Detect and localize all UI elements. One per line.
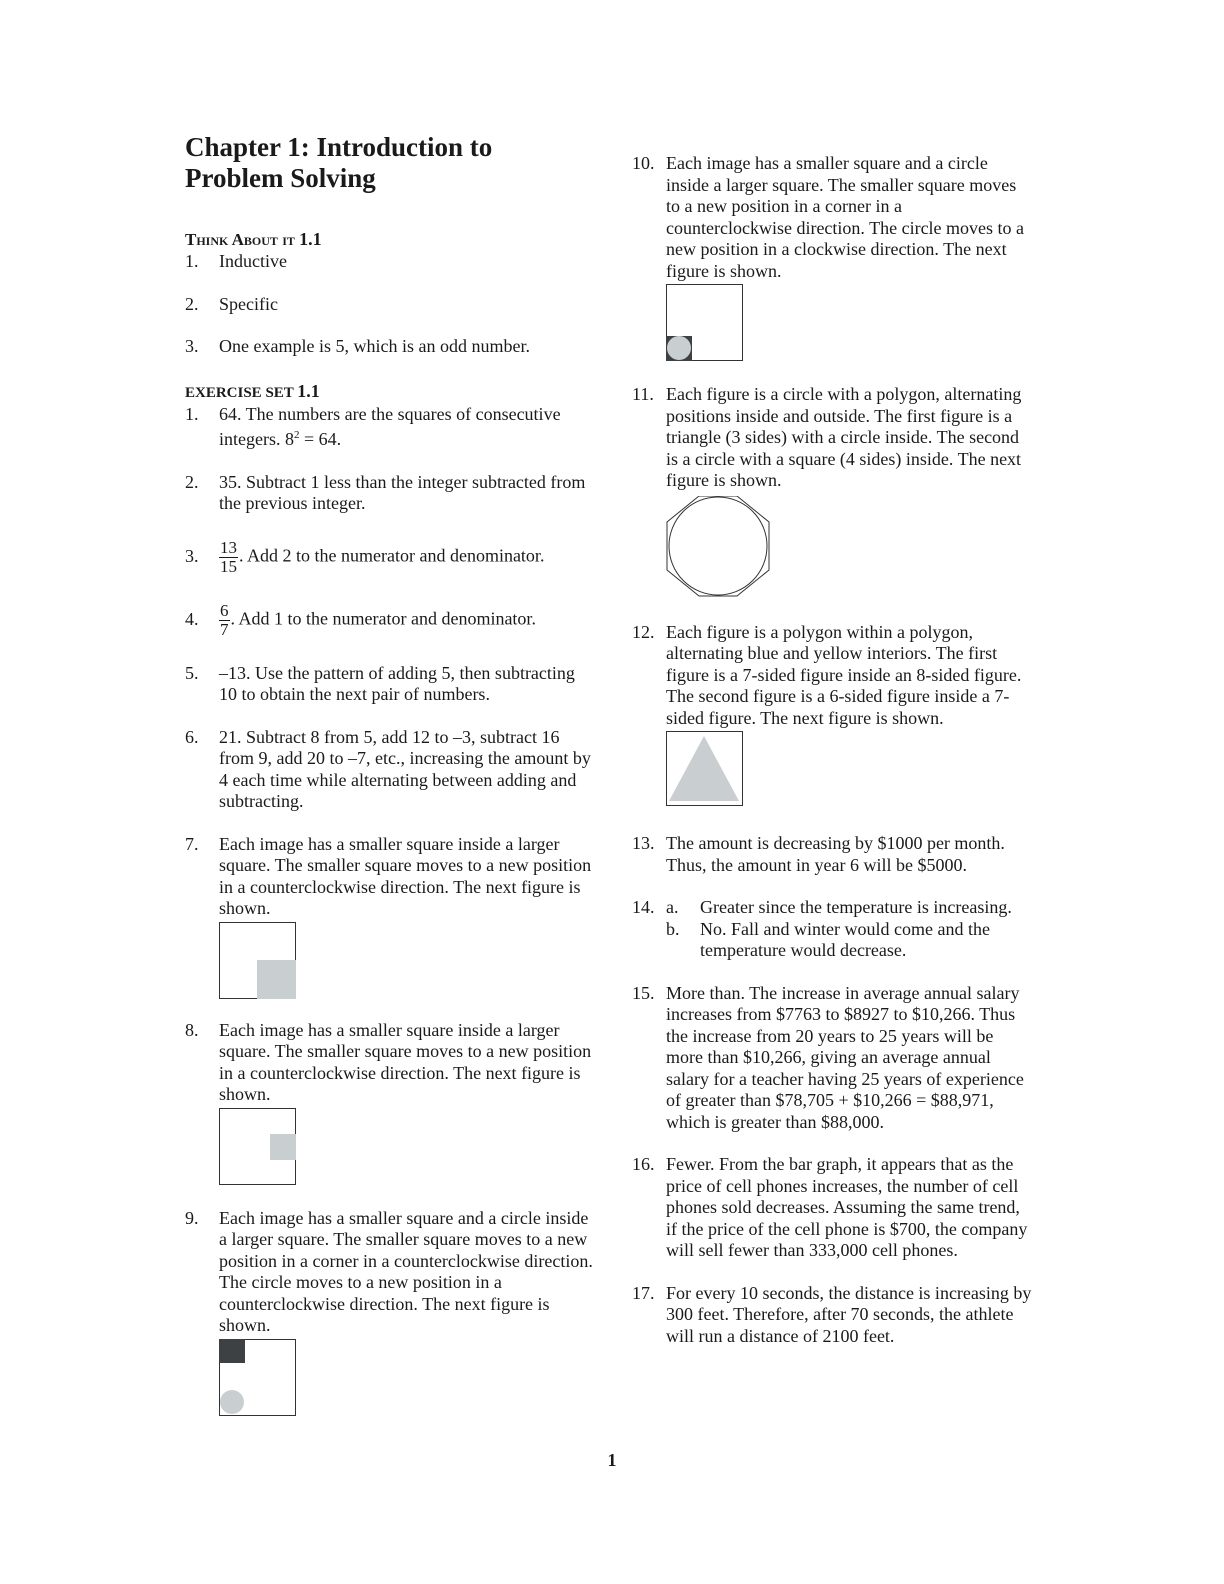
inner-square [257,960,296,999]
exercise-9: 9. Each image has a smaller square and a circle inside a larger square. The smaller square moves to a new position in a corner in a counterclockwise direction. The circle moves to a new position in a counterclockwise direction. The next figure is shown. [185,1208,595,1417]
gray-circle [220,1390,244,1414]
circle-outline [669,497,767,595]
left-column [185,132,595,1417]
exercise-16: 16. Fewer. From the bar graph, it appears that as the price of cell phones increases, the number of cell phones sold decreases. Assuming the same trend, if the price of the cell phone is $700, the company will sell fewer than 333,000 cell phones. [632,1154,1028,1260]
exercise-13: 13. The amount is decreasing by $1000 per month. Thus, the amount in year 6 will be $5000. [632,833,1005,875]
fraction-13-15: $\frac{13}{15}$ [220,537,237,576]
exercise-10: 10. Each image has a smaller square and a circle inside a larger square. The smaller square moves to a new position in a corner in a counterclockwise direction. The circle moves to a new position in a clockwise direction. The next figure is shown. [632,153,1032,362]
think-about-it-heading: Think About it 1.1 [185,229,322,249]
exercise-1: 1. 64. The numbers are the squares of consecutive integers. $8^2 = 64$. [185,403,561,449]
dark-small-square [219,1339,245,1363]
figure-12-square-triangle [666,731,744,807]
exercise-15: 15. More than. The increase in average annual salary increases from $7763 to $8927 to $10,266. Thus the increase from 20 years to 25 years will be more than $10,266, giving an average annual salary for a teacher having 25 years of experience of greater than $78,705 + $10,266 = $88,971, which is greater than $88,000. [632,982,1024,1132]
think-item-2: 2. Specific [185,293,278,314]
think-item-3: 3. One example is 5, which is an odd number. [185,336,530,356]
exercise-4: 4. $\frac{6}{7}$ . Add 1 to the numerator and denominator. [185,600,536,639]
think-item-1: 1. Inductive [185,251,287,271]
exercise-7: 7. Each image has a smaller square inside a larger square. The smaller square moves to a new position in a counterclockwise direction. The next figure is shown. [185,834,595,1000]
fraction-6-7: $\frac{6}{7}$ [220,600,229,639]
figure-11-circle-pentagon [666,496,774,598]
gray-circle [667,336,691,360]
figure-10-square [666,284,744,362]
figure-9-square [219,1339,297,1417]
exercise-6: 6. 21. Subtract 8 from 5, add 12 to –3, subtract 16 from 9, add 20 to –7, etc., increasing the amount by 4 each time while alternating between adding and subtracting. [185,726,591,811]
exercise-14a: a. Greater since the temperature is increasing. [666,897,1012,917]
right-column [632,153,1032,1347]
exercise-2: 2. 35. Subtract 1 less than the integer subtracted from the previous integer. [185,471,586,513]
exercise-set-heading: EXERCISE SET 1.1 [185,380,320,401]
page-number: 1 [607,1450,617,1470]
figure-7-square [219,922,297,1000]
figure-8-square [219,1108,297,1186]
chapter-title: Chapter 1: Introduction to Problem Solving [185,132,493,193]
exercise-5: 5. –13. Use the pattern of adding 5, then subtracting 10 to obtain the next pair of numbers. [185,662,575,704]
exercise-8: 8. Each image has a smaller square inside a larger square. The smaller square moves to a new position in a counterclockwise direction. The next figure is shown. [185,1020,595,1186]
exercise-17: 17. For every 10 seconds, the distance is increasing by 300 feet. Therefore, after 70 seconds, the athlete will run a distance of 2100 feet. [632,1282,1032,1346]
exercise-11: 11. Each figure is a circle with a polygon, alternating positions inside and outside. The first figure is a triangle (3 sides) with a circle inside. The second is a circle with a square (4 sides) inside. The next figure is shown. [632,384,1032,598]
inner-square [270,1134,296,1160]
exercise-12: 12. Each figure is a polygon within a polygon, alternating blue and yellow interiors. The first figure is a 7-sided figure inside an 8-sided figure. The second figure is a 6-sided figure inside a 7-sided figure. The next figure is shown. [632,622,1032,808]
exercise-14: 14. a. Greater since the temperature is increasing. b. No. Fall and winter would come and the temperature would decrease. [632,897,1032,962]
exercise-14b: b. No. Fall and winter would come and the temperature would decrease. [666,918,990,960]
exercise-3: 3. $\frac{13}{15}$ . Add 2 to the numerator and denominator. [185,537,545,576]
